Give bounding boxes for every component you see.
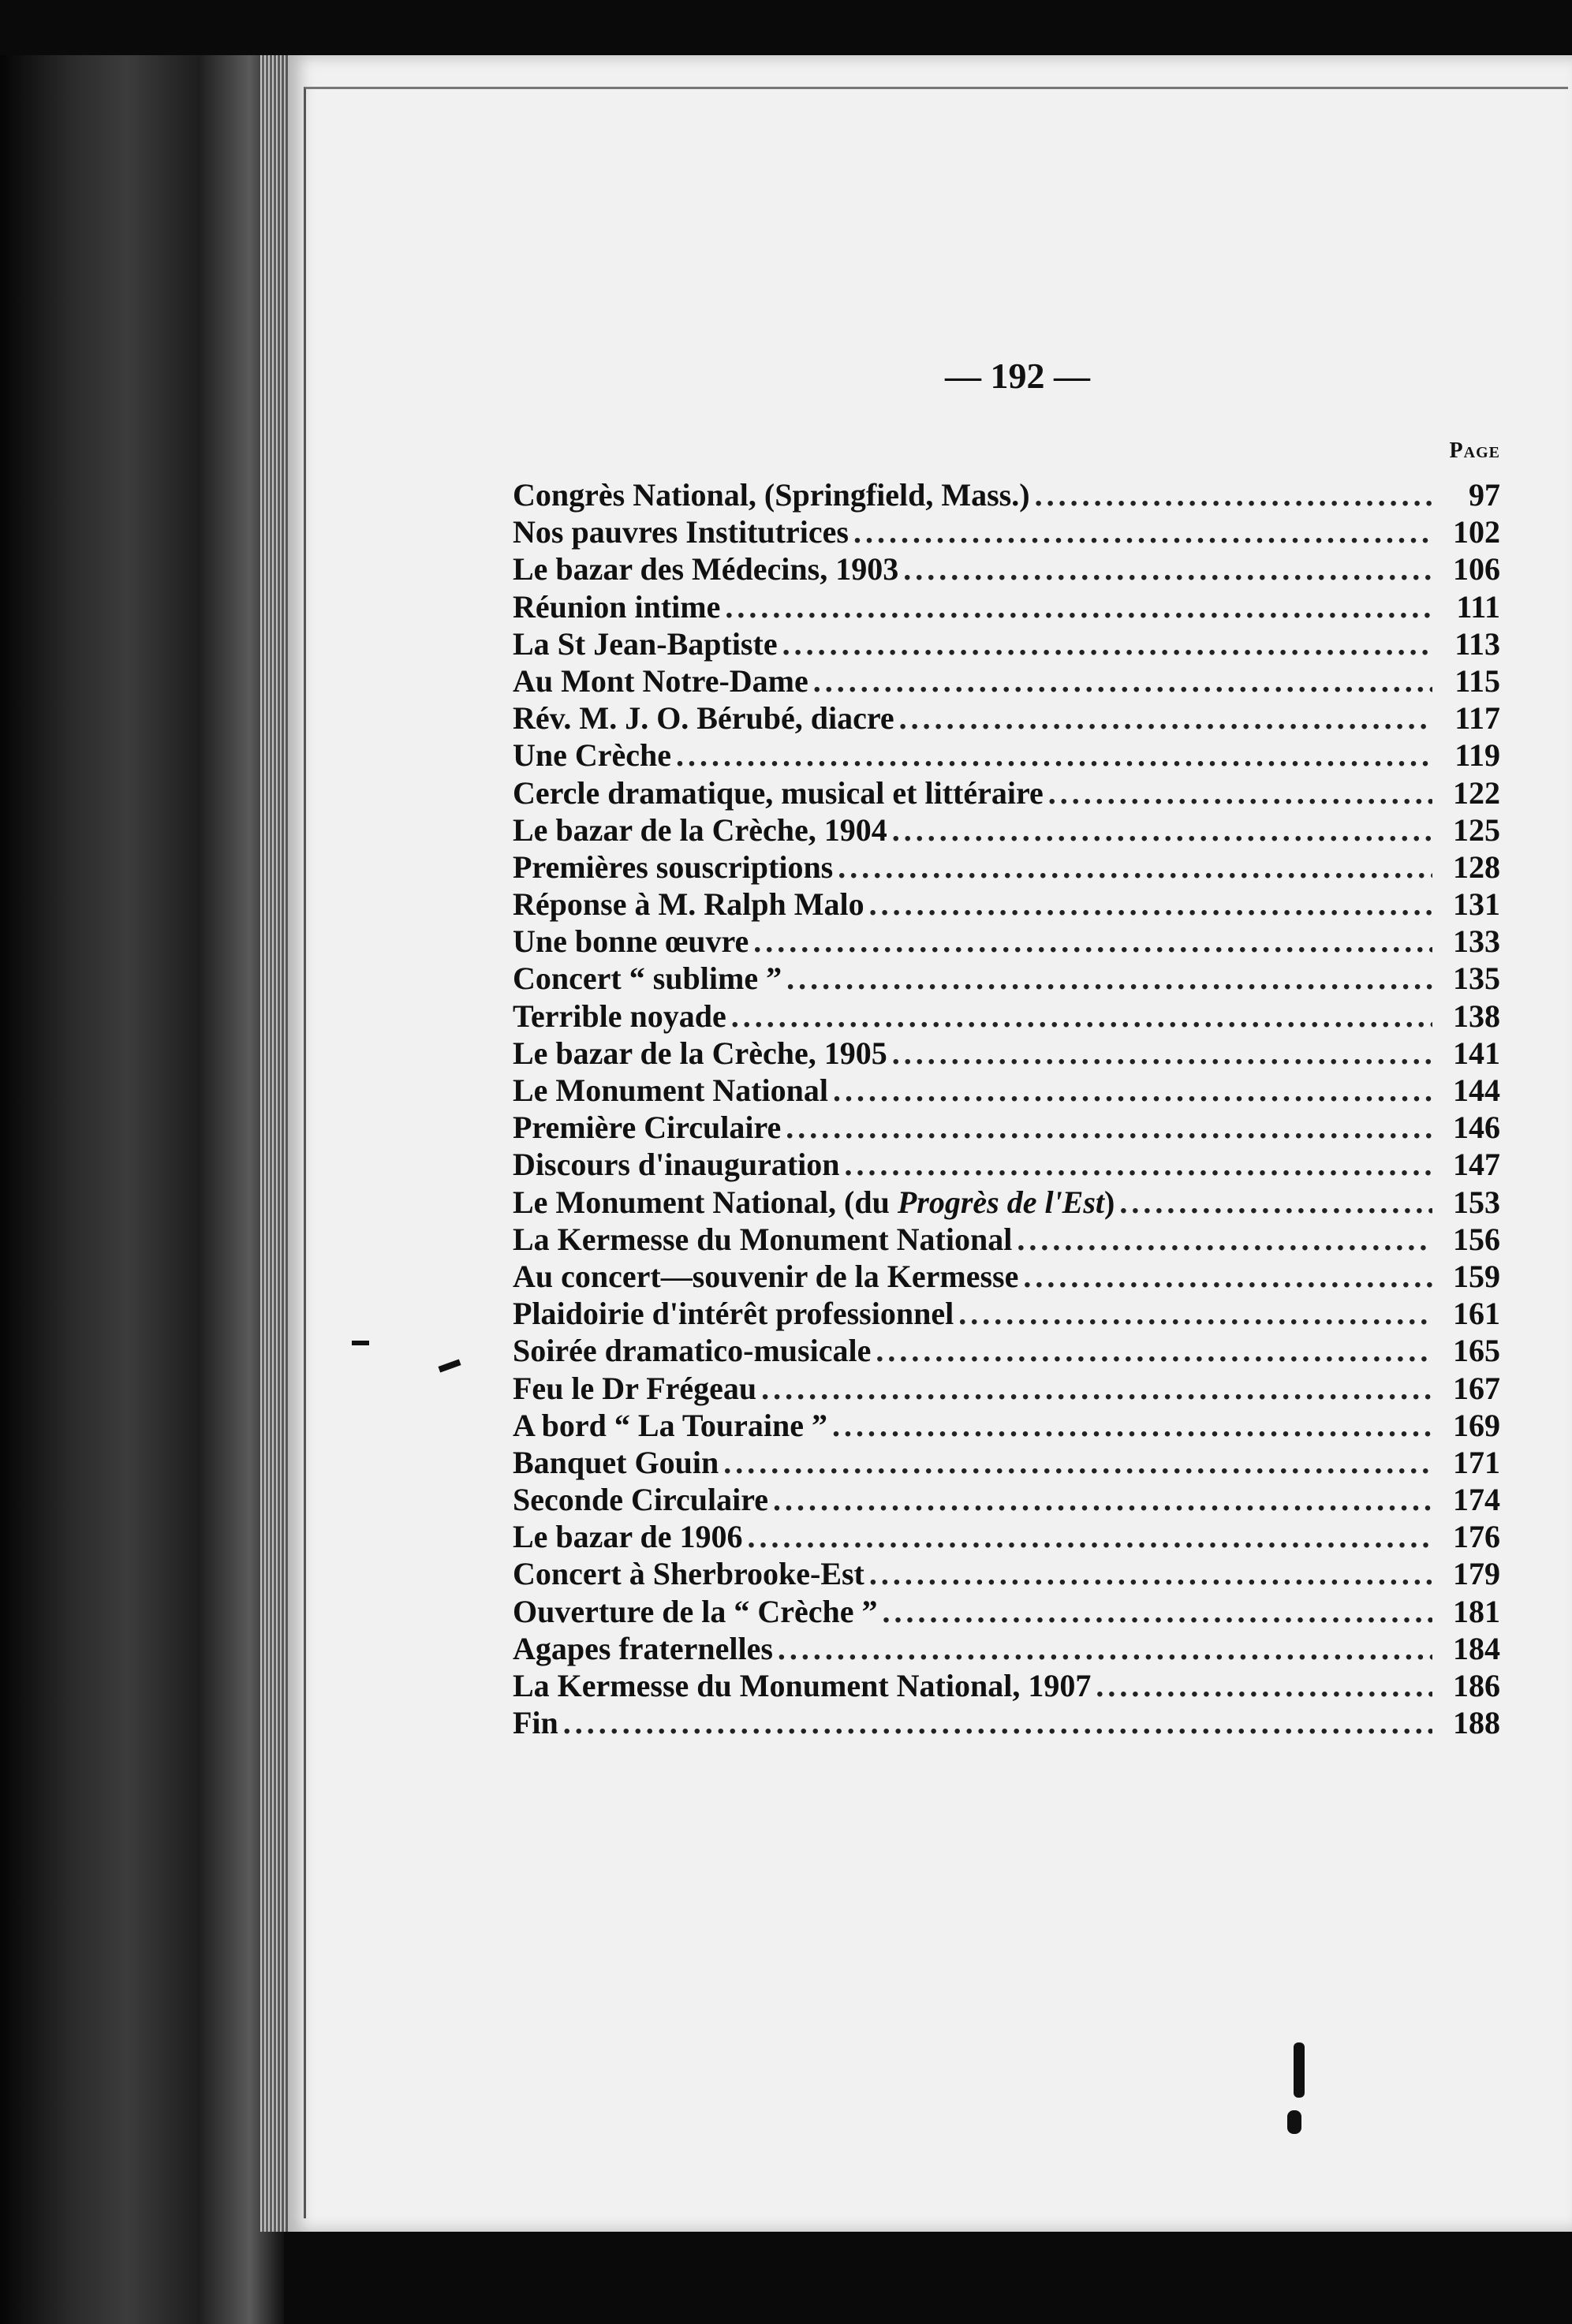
toc-entry-page: 147 [1453,1147,1500,1183]
toc-entry [513,1258,1500,1295]
toc-entry-title: Réunion intime [513,588,721,625]
toc-entry [513,998,1500,1035]
toc-entry [513,923,1500,960]
toc-entry-page: 153 [1453,1184,1500,1220]
toc-entry-title: Fin [513,1705,558,1741]
dot-leader [773,1481,1432,1518]
toc-entry [513,1667,1500,1704]
dot-leader [1096,1667,1432,1704]
dot-leader [761,1370,1432,1407]
toc-entry-title: La Kermesse du Monument National [513,1221,1013,1257]
toc-entry-page: 138 [1453,998,1500,1034]
toc-entry [513,737,1500,774]
toc-entry-page: 146 [1453,1110,1500,1146]
margin-mark [352,1341,369,1345]
toc-entry-title: La St Jean-Baptiste [513,625,778,662]
toc-entry-page: 113 [1454,625,1500,662]
table-of-contents [513,476,1500,1741]
toc-entry [513,550,1500,588]
toc-entry-page: 97 [1469,477,1500,513]
toc-entry-page: 165 [1453,1333,1500,1369]
toc-entry-title: Agapes fraternelles [513,1630,773,1666]
toc-entry-title: Premières souscriptions [513,849,834,885]
toc-entry [513,625,1500,662]
toc-entry [513,886,1500,923]
dot-leader [747,1518,1432,1555]
dot-leader [813,662,1432,699]
toc-entry-page: 135 [1453,961,1500,997]
toc-entry-page: 186 [1453,1668,1500,1703]
toc-entry-title: Congrès National, (Springfield, Mass.) [513,477,1030,513]
toc-entry-title: Concert “ sublime ” [513,961,782,997]
dot-leader [563,1704,1432,1741]
toc-entry [513,588,1500,625]
toc-entry [513,1481,1500,1518]
toc-entry [513,774,1500,811]
toc-entry-page: 156 [1453,1221,1500,1257]
dot-leader [892,811,1432,849]
toc-entry-page: 167 [1453,1370,1500,1406]
toc-entry-page: 188 [1453,1705,1500,1741]
toc-entry-page: 111 [1456,588,1500,625]
dot-leader [876,1332,1432,1369]
dot-leader [899,699,1432,737]
page-column-header: Page [1449,438,1500,463]
toc-entry-title: Le bazar des Médecins, 1903 [513,551,899,588]
toc-entry [513,1555,1500,1592]
toc-entry [513,960,1500,997]
dot-leader [723,1444,1432,1481]
toc-entry [513,513,1500,550]
dot-leader [845,1146,1432,1183]
toc-entry [513,1593,1500,1630]
margin-mark [1287,2110,1301,2134]
toc-entry [513,1704,1500,1741]
dot-leader [903,550,1432,588]
toc-entry-page: 106 [1453,551,1500,588]
toc-entry-page: 119 [1454,737,1500,774]
toc-entry-page: 141 [1453,1035,1500,1071]
toc-entry-title: Nos pauvres Institutrices [513,514,849,550]
dot-leader [786,1109,1432,1146]
dot-leader [753,923,1432,960]
toc-entry-title: Concert à Sherbrooke-Est [513,1556,864,1592]
toc-entry-title: Première Circulaire [513,1110,782,1146]
toc-entry-title: Plaidoirie d'intérêt professionnel [513,1296,954,1332]
toc-entry [513,1518,1500,1555]
toc-entry-title: Soirée dramatico-musicale [513,1333,872,1369]
dot-leader [869,1555,1432,1592]
toc-entry-page: 181 [1453,1593,1500,1629]
toc-entry-page: 122 [1453,774,1500,811]
toc-entry [513,1146,1500,1183]
toc-entry-title: Seconde Circulaire [513,1482,769,1518]
toc-entry [513,1184,1500,1221]
toc-entry-title: Au concert—souvenir de la Kermesse [513,1258,1019,1294]
toc-entry-title: Réponse à M. Ralph Malo [513,886,864,923]
toc-entry [513,1072,1500,1109]
dot-leader [786,960,1432,997]
toc-entry [513,1221,1500,1258]
toc-entry-title: Le bazar de 1906 [513,1519,743,1555]
page-number: — 192 — [945,356,1090,396]
toc-entry-page: 133 [1453,923,1500,960]
toc-entry [513,476,1500,513]
dot-leader [833,1072,1432,1109]
toc-entry-title: Au Mont Notre-Dame [513,662,808,699]
toc-entry-page: 179 [1453,1556,1500,1592]
toc-entry [513,1370,1500,1407]
toc-entry [513,811,1500,849]
toc-entry [513,1109,1500,1146]
toc-entry-title: Le Monument National, (du Progrès de l'Est) [513,1184,1115,1220]
dot-leader [782,625,1432,662]
toc-entry-page: 128 [1453,849,1500,885]
toc-entry-page: 144 [1453,1072,1500,1108]
toc-entry-page: 169 [1453,1407,1500,1443]
dot-leader [869,886,1432,923]
toc-entry [513,1407,1500,1444]
dot-leader [725,588,1432,625]
toc-entry-page: 102 [1453,514,1500,550]
toc-entry-title: Le bazar de la Crèche, 1904 [513,811,887,848]
dot-leader [731,998,1432,1035]
dot-leader [1048,774,1432,811]
toc-entry-title: Une Crèche [513,737,672,774]
toc-entry-page: 174 [1453,1482,1500,1518]
dot-leader [892,1035,1432,1072]
toc-entry-title: A bord “ La Touraine ” [513,1407,828,1443]
dot-leader [882,1593,1432,1630]
toc-entry-page: 171 [1453,1444,1500,1480]
toc-entry-page: 161 [1453,1296,1500,1332]
toc-entry [513,1035,1500,1072]
toc-entry-title: La Kermesse du Monument National, 1907 [513,1668,1092,1703]
toc-entry-title: Terrible noyade [513,998,726,1034]
toc-entry-page: 131 [1453,886,1500,923]
toc-entry-page: 159 [1453,1258,1500,1294]
toc-entry-page: 125 [1453,811,1500,848]
toc-entry-title: Cercle dramatique, musical et littéraire [513,774,1044,811]
book-spine [0,55,284,2324]
toc-entry [513,849,1500,886]
toc-entry-title: Rév. M. J. O. Bérubé, diacre [513,700,894,737]
dot-leader [778,1630,1432,1667]
toc-entry-page: 117 [1454,700,1500,737]
toc-entry [513,1295,1500,1332]
dot-leader [1119,1184,1432,1221]
toc-entry [513,662,1500,699]
dot-leader [1017,1221,1432,1258]
toc-entry-title: Une bonne œuvre [513,923,749,960]
dot-leader [832,1407,1432,1444]
dot-leader [1023,1258,1432,1295]
toc-entry-page: 184 [1453,1630,1500,1666]
dot-leader [853,513,1432,550]
toc-entry [513,1332,1500,1369]
margin-mark [1294,2042,1305,2098]
toc-entry-title: Le bazar de la Crèche, 1905 [513,1035,887,1071]
toc-entry-page: 176 [1453,1519,1500,1555]
dot-leader [676,737,1432,774]
toc-entry-title: Ouverture de la “ Crèche ” [513,1593,878,1629]
toc-entry-title: Le Monument National [513,1072,828,1108]
toc-entry-title: Discours d'inauguration [513,1147,840,1183]
toc-entry [513,1630,1500,1667]
toc-entry [513,699,1500,737]
toc-entry-title: Banquet Gouin [513,1444,719,1480]
dot-leader [958,1295,1432,1332]
dot-leader [838,849,1432,886]
dot-leader [1035,476,1432,513]
toc-entry-page: 115 [1454,662,1500,699]
toc-entry-title: Feu le Dr Frégeau [513,1370,757,1406]
toc-entry [513,1444,1500,1481]
page-edges [260,55,292,2232]
